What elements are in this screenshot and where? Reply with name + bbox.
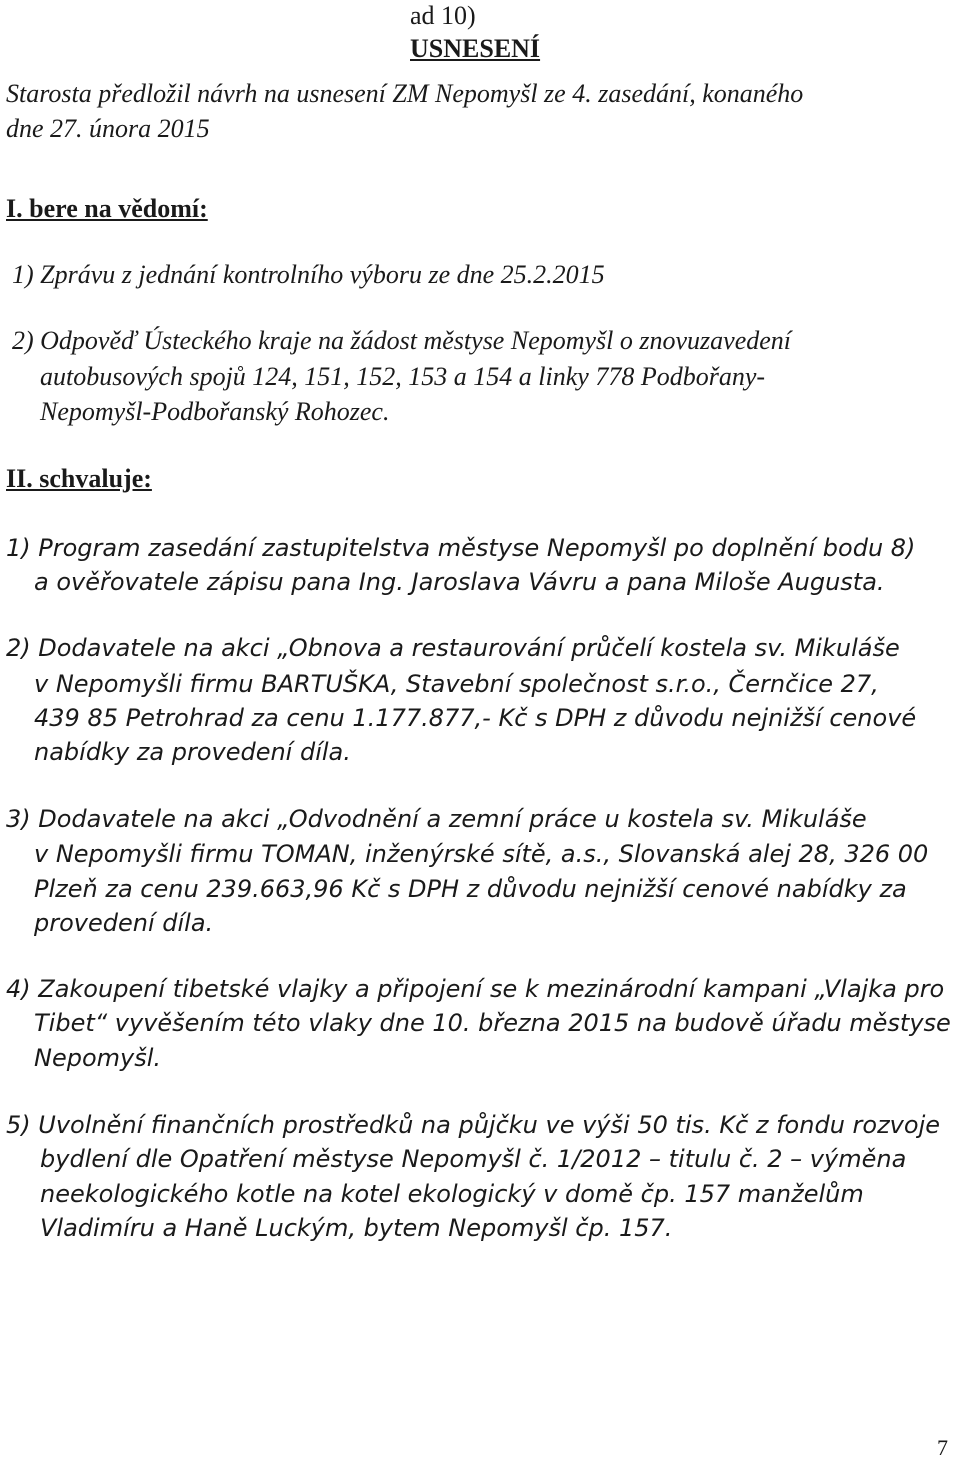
approve-item-4-line-1: 4) Zakoupení tibetské vlajky a připojení se k mezinárodní kampani „Vlajka pro — [6, 975, 945, 1003]
approve-item-3-line-1: 3) Dodavatele na akci „Odvodnění a zemní práce u kostela sv. Mikuláše — [6, 805, 867, 833]
note-item-2-line-1: 2) Odpověď Ústeckého kraje na žádost městyse Nepomyšl o znovuzavedení — [12, 326, 792, 355]
approve-item-5-line-1: 5) Uvolnění finančních prostředků na půjčku ve výši 50 tis. Kč z fondu rozvoje — [6, 1111, 940, 1139]
intro-line-1: Starosta předložil návrh na usnesení ZM Nepomyšl ze 4. zasedání, konaného — [6, 79, 804, 108]
agenda-item-label: ad 10) — [410, 1, 476, 30]
approve-item-2-line-1: 2) Dodavatele na akci „Obnova a restaurování průčelí kostela sv. Mikuláše — [6, 634, 900, 662]
approve-item-2-line-2: v Nepomyšli firmu BARTUŠKA, Stavební společnost s.r.o., Černčice 27, — [34, 670, 879, 698]
approve-item-5-line-4: Vladimíru a Haně Luckým, bytem Nepomyšl čp. 157. — [40, 1214, 673, 1242]
page-number: 7 — [937, 1435, 948, 1460]
note-item-2-line-2: autobusových spojů 124, 151, 152, 153 a 154 a linky 778 Podbořany- — [40, 362, 766, 391]
approve-item-3-line-3: Plzeň za cenu 239.663,96 Kč s DPH z důvodu nejnižší cenové nabídky za — [34, 875, 907, 903]
approve-item-2-line-4: nabídky za provedení díla. — [34, 738, 351, 766]
approve-item-4-line-3: Nepomyšl. — [34, 1044, 162, 1072]
note-item-2-line-3: Nepomyšl-Podbořanský Rohozec. — [40, 397, 390, 426]
resolution-title: USNESENÍ — [410, 34, 541, 63]
approve-item-4-line-2: Tibet“ vyvěšením této vlaky dne 10. března 2015 na budově úřadu městyse — [34, 1009, 951, 1037]
approve-item-5-line-3: neekologického kotle na kotel ekologický v domě čp. 157 manželům — [40, 1180, 864, 1208]
approve-item-3-line-2: v Nepomyšli firmu TOMAN, inženýrské sítě, a.s., Slovanská alej 28, 326 00 — [34, 840, 929, 868]
section-heading-note: I. bere na vědomí: — [6, 194, 208, 223]
approve-item-1-line-2: a ověřovatele zápisu pana Ing. Jaroslava Vávru a pana Miloše Augusta. — [34, 568, 885, 596]
note-item-1: 1) Zprávu z jednání kontrolního výboru ze dne 25.2.2015 — [12, 260, 605, 289]
section-heading-approve: II. schvaluje: — [6, 464, 152, 493]
approve-item-5-line-2: bydlení dle Opatření městyse Nepomyšl č. 1/2012 – titulu č. 2 – výměna — [40, 1145, 907, 1173]
approve-item-2-line-3: 439 85 Petrohrad za cenu 1.177.877,- Kč s DPH z důvodu nejnižší cenové — [34, 704, 917, 732]
approve-item-3-line-4: provedení díla. — [34, 909, 214, 937]
approve-item-1-line-1: 1) Program zasedání zastupitelstva městyse Nepomyšl po doplnění bodu 8) — [6, 534, 916, 562]
intro-line-2: dne 27. února 2015 — [6, 114, 210, 143]
